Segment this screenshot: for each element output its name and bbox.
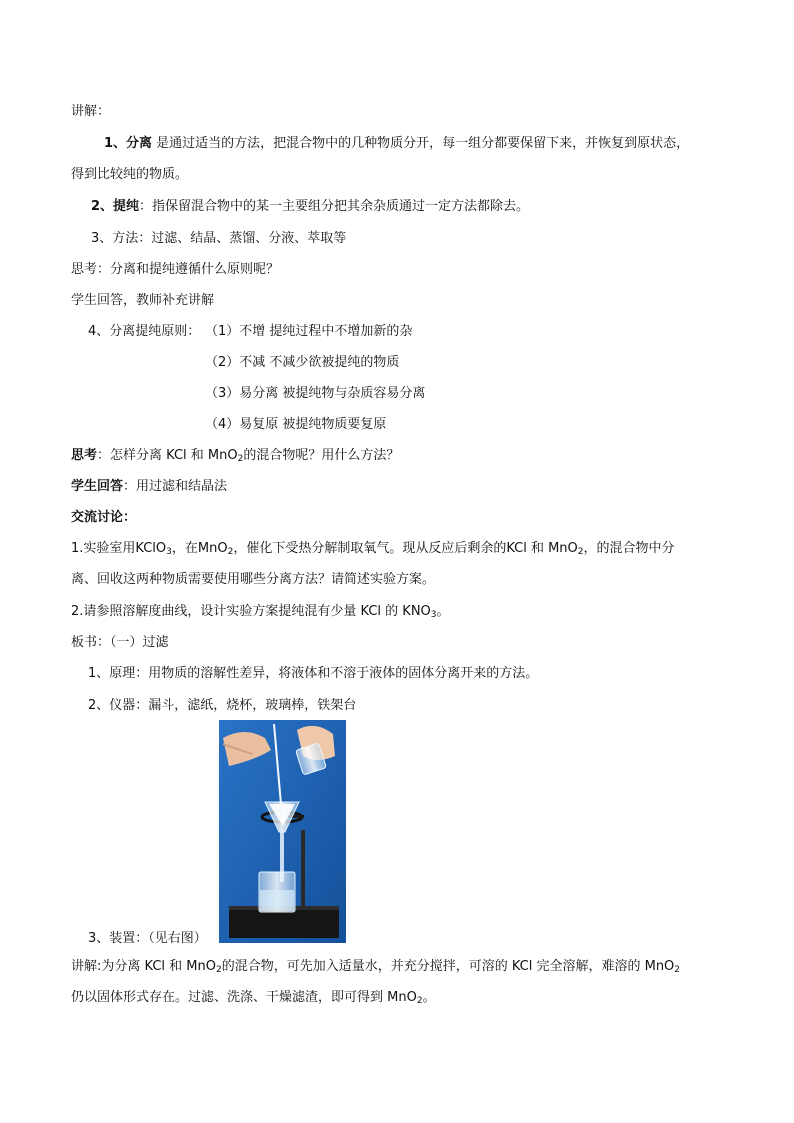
discussion-item-1 xyxy=(71,540,675,558)
student-answer-text: ：用过滤和结晶法 xyxy=(123,479,228,494)
principles-lead: 4、分离提纯原则： xyxy=(88,324,201,339)
lecture-2 xyxy=(71,958,680,976)
methods-line: 3、方法：过滤、结晶、蒸馏、分液、萃取等 xyxy=(91,231,347,246)
text-run: 。 xyxy=(422,990,436,1005)
principle-item: （2）不减 不减少欲被提纯的物质 xyxy=(205,355,400,370)
think-text-b: 的混合物呢？用什么方法？ xyxy=(243,448,400,463)
text-run: 讲解:为分离 KCl 和 MnO xyxy=(71,959,216,974)
separation-text: 是通过适当的方法，把混合物中的几种物质分开，每一组分都要保留下来，并恢复到原状态， xyxy=(152,136,690,151)
text-run: 的混合物，可先加入适量水，并充分搅拌，可溶的 KCl 完全溶解，难溶的 MnO xyxy=(221,959,675,974)
subscript: 2 xyxy=(577,547,584,557)
filtration-principle: 1、原理：用物质的溶解性差异，将液体和不溶于液体的固体分离开来的方法。 xyxy=(88,666,539,681)
principle-item: （4）易复原 被提纯物质要复原 xyxy=(205,417,387,432)
purification-text: ：指保留混合物中的某一主要组分把其余杂质通过一定方法都除去。 xyxy=(139,199,530,214)
discussion-item-2 xyxy=(71,603,450,621)
discussion-item-1-continuation: 离、回收这两种物质需要使用哪些分离方法？请简述实验方案。 xyxy=(71,572,436,587)
filtration-instruments: 2、仪器：漏斗，滤纸，烧杯，玻璃棒，铁架台 xyxy=(88,698,357,713)
text-run: 仍以固体形式存在。过滤、洗涤、干燥滤渣，即可得到 MnO xyxy=(71,990,417,1005)
student-answer-label: 学生回答 xyxy=(71,479,124,494)
text-run: 。 xyxy=(436,604,450,619)
principle-item: （3）易分离 被提纯物与杂质容易分离 xyxy=(205,386,426,401)
subscript: 2 xyxy=(237,454,244,464)
filtration-apparatus: 3、装置：（见右图） xyxy=(88,931,207,946)
separation-label: 1、分离 xyxy=(104,136,153,151)
think-label: 思考 xyxy=(71,448,98,463)
student-answer-2 xyxy=(71,478,227,496)
subscript: 2 xyxy=(674,965,681,975)
principle-item: （1）不增 提纯过程中不增加新的杂 xyxy=(205,324,413,339)
lecture-2-continuation xyxy=(71,989,436,1007)
purification-definition xyxy=(91,198,529,216)
subscript: 3 xyxy=(166,547,172,557)
think-principles: 思考：分离和提纯遵循什么原则呢？ xyxy=(71,262,280,277)
discussion-heading: 交流讨论： xyxy=(71,510,137,525)
filtration-apparatus-photo xyxy=(219,720,346,943)
separation-definition xyxy=(104,135,689,153)
think-text-a: ：怎样分离 KCl 和 MnO xyxy=(97,448,238,463)
text-run: 1.实验室用KClO xyxy=(71,541,167,556)
text-run: 2.请参照溶解度曲线，设计实验方案提纯混有少量 KCl 的 KNO xyxy=(71,604,431,619)
think-kcl-mno2 xyxy=(71,447,399,465)
board-heading: 板书：（一）过滤 xyxy=(71,635,169,650)
separation-continuation: 得到比较纯的物质。 xyxy=(71,167,189,182)
subscript: 2 xyxy=(227,547,234,557)
purification-label: 2、提纯 xyxy=(91,199,140,214)
text-run: ，催化下受热分解制取氧气。现从反应后剩余的KCl 和 MnO xyxy=(233,541,578,556)
subscript: 2 xyxy=(215,965,222,975)
subscript: 3 xyxy=(430,610,437,620)
student-answer-1: 学生回答，教师补充讲解 xyxy=(71,293,215,308)
lecture-heading: 讲解： xyxy=(71,104,111,119)
text-run: ，在MnO xyxy=(171,541,228,556)
subscript: 2 xyxy=(416,996,423,1006)
text-run: ，的混合物中分 xyxy=(583,541,675,556)
